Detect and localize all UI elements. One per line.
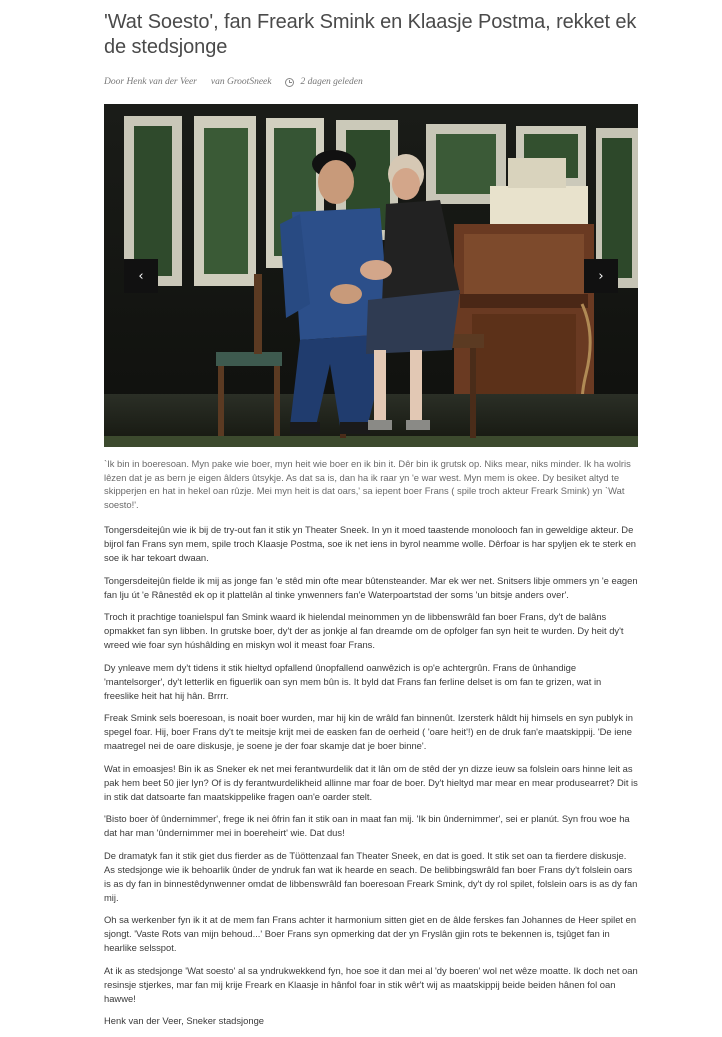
theater-photo xyxy=(104,104,638,447)
paragraph: Tongersdeitejûn wie ik bij de try-out fan it stik yn Theater Sneek. In yn it moed taastende monolooch fan in geweldige akteur. De bijrol fan Frans syn mem, spile troch Klaasje Postma, soe ik net iens in byrol neamme wolle. Dêrfoar is har spyljen ek te sterk en soe ik har tekoart dwaan. xyxy=(104,524,636,563)
article-body xyxy=(104,523,638,1028)
paragraph: Dy ynleave mem dy't tidens it stik hieltyd opfallend ûnopfallend oanwêzich is op'e achtergrûn. Frans de ûnhandige 'mantelsorger', dy't letterlik en figuerlik oan syn mem bûn is. It byld dat Frans fan ferline delset is om fan te grizen, wat in freeslike heit hat hij hân. Brrrr. xyxy=(104,661,602,701)
article-title: 'Wat Soesto', fan Freark Smink en Klaasje Postma, rekket ek de stedsjonge xyxy=(104,11,637,58)
author-signature: Henk van der Veer, Sneker stadsjonge xyxy=(104,1015,264,1026)
publish-time-text: 2 dagen geleden xyxy=(300,77,363,87)
paragraph: At ik as stedsjonge 'Wat soesto' al sa yndrukwekkend fyn, hoe soe it dan mei al 'dy boeren' wol net wêze moatte. Ik doch net oan resinsje stjerkes, mar fan mij krije Freark en Klaasje in hânfol foar in stik wêr't wij as maatskippij beide beiden hânen fol oan hawwe! xyxy=(104,964,638,1004)
paragraph: De dramatyk fan it stik giet dus fierder as de Tüöttenzaal fan Theater Sneek, en dat is goed. It stik set oan ta fierdere diskusje. As stedsjonge wie ik behoarlik ûnder de yndruk fan wat ik hearde en seach. De belibbingswrâld fan boer Frans dy't folslein oars is as dy fan in binnestêdynwenner omdat de libbenswrâld fan boeresoan Freark Smink, dy't dy rol spilet, folslein oars is as dy fan mij. xyxy=(104,849,638,903)
clock-icon xyxy=(285,78,294,87)
source-link[interactable]: GrootSneek xyxy=(226,77,272,87)
author-byline xyxy=(104,77,197,87)
paragraph: Tongersdeitejûn fielde ik mij as jonge fan 'e stêd min ofte mear bûtensteander. Mar ek wer net. Snitsers libje ommers yn 'e eagen fan lju út 'e Rânestêd ek op it plattelân al tinke ynwenners fan'e Waterpoartstad der soms 'un bitsje anders over'. xyxy=(104,574,638,600)
paragraph: Oh sa werkenber fyn ik it at de mem fan Frans achter it harmonium sitten giet en de âlde ferskes fan Johannes de Heer spilet en sjongt. 'Vaste Rots van mijn behoud...' Boer Frans syn opmerking dat der yn Fryslân gjin rots te bekennen is, tsjûget fan in hearlike selsspot. xyxy=(104,914,637,953)
paragraph: 'Bisto boer òf ûndernimmer', frege ik nei ôfrin fan it stik oan in maat fan mij. 'Ik bin ûndernimmer', sei er planút. Syn frou woe ha dat har man 'ûndernimmer mei in boereheirt' wie. Dat dus! xyxy=(104,813,630,838)
chevron-left-icon: ‹ xyxy=(138,268,144,284)
by-label: Door xyxy=(104,77,125,87)
source-byline xyxy=(211,77,272,87)
article-meta xyxy=(104,74,638,90)
slider-prev-button[interactable] xyxy=(124,259,158,293)
paragraph: Troch it prachtige toanielspul fan Smink waard ik hielendal meinommen yn de libbenswrâld fan boer Frans, dy't de balâns opmakket fan syn libben. In grutske boer, dy't der as jonkje al fan dreamde om de opfolger fan syn heit te wurden. Dy heit dy't wreed wie foar syn húshâlding en miskyn wol it meast foar Frans. xyxy=(104,611,624,650)
author-link[interactable]: Henk van der Veer xyxy=(126,77,197,87)
chevron-right-icon: › xyxy=(598,268,604,284)
slider-next-button[interactable] xyxy=(584,259,618,293)
paragraph: Wat in emoasjes! Bin ik as Sneker ek net mei ferantwurdelik dat it lân om de stêd der yn dizze ieuw sa folslein oars hinne leit as pak hem beet 50 jier lyn? Of is dy ferantwurdelikheid allinne mar foar de boer. Dy't hieltyd mar mear en mear produsearret? Dit is in stik dat datsoarte fan maatskippelike fragen oan'e oarder stelt. xyxy=(104,762,638,802)
image-caption: `Ik bin in boeresoan. Myn pake wie boer, myn heit wie boer en ik bin it. Dêr bin ik grutsk op. Niks mear, niks minder. Ik ha wolris lêzen dat je as bern je eigen âlders ûtsykje. As dat sa is, dan ha ik raar yn 'e war west. Myn mem is okee. Dy besiket altyd te skipperjen en hat in hekel oan rûzje. Mei myn heit is dat oars,' sa iepent boer Frans ( spile troch akteur Freark Smink) yn `Wat soesto!'. xyxy=(104,458,631,510)
image-slider xyxy=(104,104,638,447)
paragraph: Freak Smink sels boeresoan, is noait boer wurden, mar hij kin de wrâld fan binnenût. Izersterk hâldt hij himsels en syn publyk in spegel foar. Hij, boer Frans dy't te meitsje krijt mei de easken fan de oerheid ( 'oare heit'!) en de druk fan'e maatskippij. 'De iene maatregel nei de oare diskusje, je soene je der foar skamje dat je boer binne'. xyxy=(104,712,633,751)
publish-time xyxy=(285,77,362,87)
from-label: van xyxy=(210,77,225,87)
article xyxy=(104,10,638,1037)
